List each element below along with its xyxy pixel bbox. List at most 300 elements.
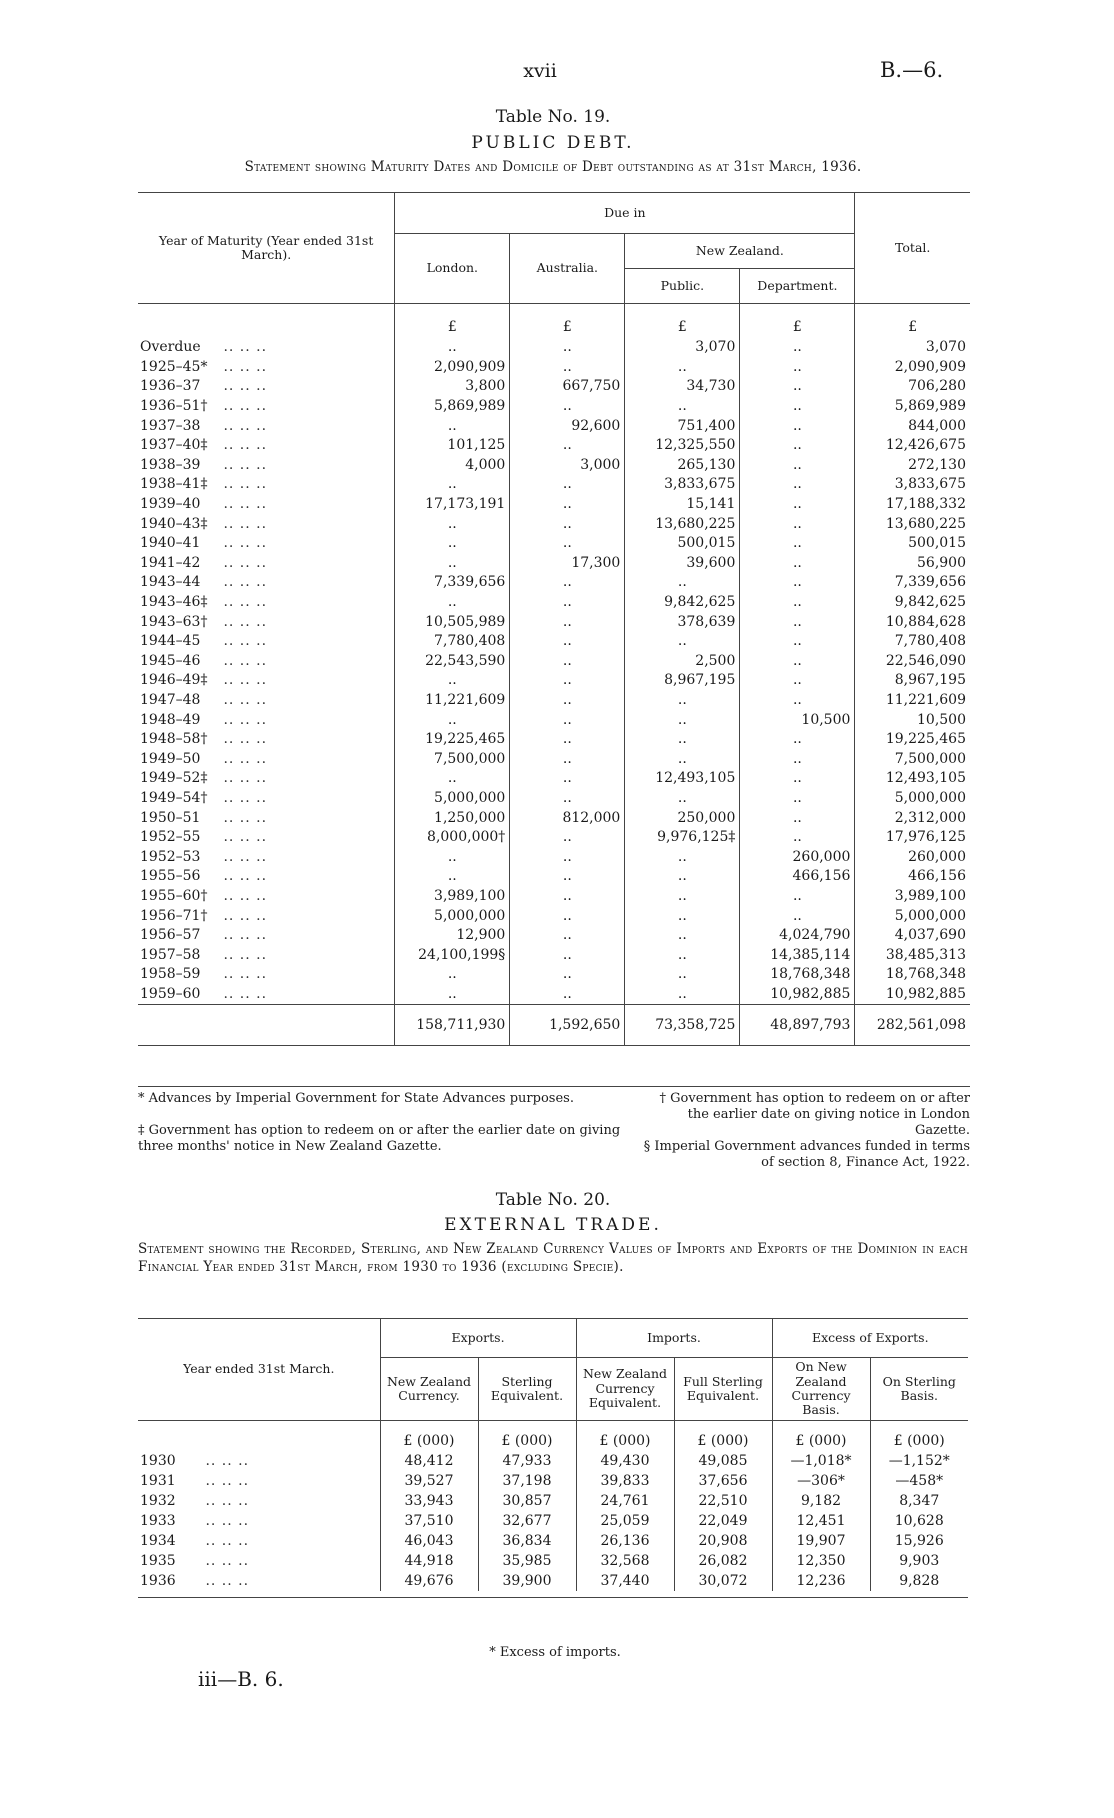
- table-row: [138, 534, 970, 554]
- london-cell: ..: [395, 338, 510, 358]
- year-label: 1950–51: [140, 809, 201, 826]
- leader-dots: .. .. ..: [200, 1573, 250, 1589]
- london-cell: ..: [395, 416, 510, 436]
- exp-nz-cell: 49,676: [380, 1571, 478, 1591]
- public-cell: 12,493,105: [625, 769, 740, 789]
- total-australia: 1,592,650: [510, 1005, 625, 1046]
- exports-sterling-header: Sterling Equivalent.: [478, 1358, 576, 1421]
- public-cell: ..: [625, 985, 740, 1005]
- year-cell: [138, 652, 395, 672]
- department-cell: ..: [740, 652, 855, 672]
- australia-cell: ..: [510, 632, 625, 652]
- total-cell: 500,015: [855, 534, 970, 554]
- imp-full-cell: 22,049: [674, 1511, 772, 1531]
- department-cell: ..: [740, 416, 855, 436]
- leader-dots: .. .. ..: [200, 1533, 250, 1549]
- exc-st-cell: —1,152*: [870, 1451, 968, 1471]
- table-row: [138, 710, 970, 730]
- total-cell: 8,967,195: [855, 671, 970, 691]
- unit-cell: £ (000): [478, 1421, 576, 1452]
- leader-dots: .. .. ..: [218, 966, 268, 983]
- exp-nz-cell: 46,043: [380, 1531, 478, 1551]
- table-row: [138, 769, 970, 789]
- imp-nz-cell: 49,430: [576, 1451, 674, 1471]
- year-label: 1925–45*: [140, 358, 208, 375]
- total-cell: 38,485,313: [855, 945, 970, 965]
- australia-cell: ..: [510, 691, 625, 711]
- imports-header: Imports.: [576, 1319, 772, 1358]
- leader-dots: .. .. ..: [218, 985, 268, 1002]
- leader-dots: .. .. ..: [200, 1493, 250, 1509]
- imp-nz-cell: 32,568: [576, 1551, 674, 1571]
- public-cell: ..: [625, 358, 740, 378]
- london-cell: 17,173,191: [395, 495, 510, 515]
- year-cell: [138, 808, 395, 828]
- public-cell: 751,400: [625, 416, 740, 436]
- london-cell: 7,500,000: [395, 749, 510, 769]
- exc-nz-cell: 9,182: [772, 1491, 870, 1511]
- exp-st-cell: 47,933: [478, 1451, 576, 1471]
- year-cell: [138, 847, 395, 867]
- australia-cell: ..: [510, 828, 625, 848]
- table-row: [138, 1491, 968, 1511]
- london-cell: ..: [395, 514, 510, 534]
- year-cell: [138, 906, 395, 926]
- footnote-rule: [138, 1086, 970, 1087]
- leader-dots: .. .. ..: [218, 829, 268, 846]
- year-cell: [138, 358, 395, 378]
- year-cell: [138, 514, 395, 534]
- year-cell: [138, 789, 395, 809]
- exc-nz-cell: —306*: [772, 1471, 870, 1491]
- exp-nz-cell: 33,943: [380, 1491, 478, 1511]
- table20-subtitle: Statement showing the Recorded, Sterling, and New Zealand Currency Values of Imports and Exports of the Dominion in each Financial Year ended 31st March, from 1930 to 1936 (excluding Specie).: [138, 1241, 968, 1275]
- year-cell: [138, 632, 395, 652]
- table-row: [138, 926, 970, 946]
- year-cell: [138, 945, 395, 965]
- australia-cell: ..: [510, 495, 625, 515]
- london-cell: 2,090,909: [395, 358, 510, 378]
- public-cell: 8,967,195: [625, 671, 740, 691]
- year-label: 1956–57: [140, 927, 201, 944]
- total-cell: 3,833,675: [855, 475, 970, 495]
- year-cell: [138, 828, 395, 848]
- year-label: 1959–60: [140, 985, 201, 1002]
- australia-cell: ..: [510, 573, 625, 593]
- department-cell: ..: [740, 632, 855, 652]
- total-department: 48,897,793: [740, 1005, 855, 1046]
- public-cell: ..: [625, 965, 740, 985]
- leader-dots: .. .. ..: [218, 691, 268, 708]
- leader-dots: .. .. ..: [218, 515, 268, 532]
- table20-footnote: * Excess of imports.: [489, 1645, 621, 1660]
- london-cell: 7,339,656: [395, 573, 510, 593]
- london-cell: 3,800: [395, 377, 510, 397]
- total-cell: 5,869,989: [855, 397, 970, 417]
- year-maturity-header: Year of Maturity (Year ended 31st March).: [138, 193, 395, 304]
- imp-nz-cell: 37,440: [576, 1571, 674, 1591]
- year-label: 1955–56: [140, 868, 201, 885]
- australia-cell: ..: [510, 945, 625, 965]
- exc-st-cell: 15,926: [870, 1531, 968, 1551]
- year-label: 1943–46‡: [140, 594, 208, 611]
- year-label: 1936: [140, 1573, 176, 1589]
- year-cell: [138, 475, 395, 495]
- year-cell: [138, 965, 395, 985]
- leader-dots: .. .. ..: [218, 946, 268, 963]
- year-cell: [138, 495, 395, 515]
- year-label: 1943–63†: [140, 613, 208, 630]
- year-label: 1952–53: [140, 848, 201, 865]
- london-cell: 5,000,000: [395, 789, 510, 809]
- total-cell: 3,070: [855, 338, 970, 358]
- australia-cell: ..: [510, 475, 625, 495]
- london-cell: 10,505,989: [395, 612, 510, 632]
- total-cell: 13,680,225: [855, 514, 970, 534]
- year-cell: [138, 1471, 380, 1491]
- australia-cell: ..: [510, 926, 625, 946]
- australia-cell: ..: [510, 906, 625, 926]
- imp-nz-cell: 25,059: [576, 1511, 674, 1531]
- year-label: 1947–48: [140, 691, 201, 708]
- table-row: [138, 867, 970, 887]
- year-cell: [138, 436, 395, 456]
- imp-nz-cell: 24,761: [576, 1491, 674, 1511]
- leader-dots: .. .. ..: [218, 476, 268, 493]
- year-label: 1944–45: [140, 633, 201, 650]
- leader-dots: .. .. ..: [218, 456, 268, 473]
- total-cell: 2,090,909: [855, 358, 970, 378]
- london-cell: 7,780,408: [395, 632, 510, 652]
- department-cell: ..: [740, 749, 855, 769]
- table-row: [138, 730, 970, 750]
- year-label: 1948–49: [140, 711, 201, 728]
- leader-dots: .. .. ..: [218, 398, 268, 415]
- table-row: [138, 475, 970, 495]
- excess-nz-header: On New Zealand Currency Basis.: [772, 1358, 870, 1421]
- australia-cell: ..: [510, 985, 625, 1005]
- total-cell: 19,225,465: [855, 730, 970, 750]
- external-trade-rows: [138, 1421, 968, 1592]
- table-row: [138, 593, 970, 613]
- public-cell: ..: [625, 710, 740, 730]
- exports-nz-header: New Zealand Currency.: [380, 1358, 478, 1421]
- table-row: [138, 416, 970, 436]
- london-cell: 101,125: [395, 436, 510, 456]
- australia-cell: ..: [510, 769, 625, 789]
- leader-dots: .. .. ..: [218, 613, 268, 630]
- table-row: [138, 377, 970, 397]
- leader-dots: .. .. ..: [218, 554, 268, 571]
- year-cell: [138, 338, 395, 358]
- public-cell: 15,141: [625, 495, 740, 515]
- exc-st-cell: 10,628: [870, 1511, 968, 1531]
- london-cell: ..: [395, 475, 510, 495]
- department-cell: ..: [740, 906, 855, 926]
- department-cell: ..: [740, 573, 855, 593]
- year-label: 1948–58†: [140, 731, 208, 748]
- australia-cell: 667,750: [510, 377, 625, 397]
- public-cell: 34,730: [625, 377, 740, 397]
- leader-dots: .. .. ..: [218, 887, 268, 904]
- year-ended-header: Year ended 31st March.: [138, 1319, 380, 1421]
- london-cell: ..: [395, 867, 510, 887]
- leader-dots: .. .. ..: [218, 770, 268, 787]
- london-cell: ..: [395, 593, 510, 613]
- leader-dots: .. .. ..: [218, 672, 268, 689]
- table-row: [138, 612, 970, 632]
- leader-dots: .. .. ..: [218, 848, 268, 865]
- department-cell: ..: [740, 475, 855, 495]
- exp-nz-cell: 37,510: [380, 1511, 478, 1531]
- exc-nz-cell: 12,350: [772, 1551, 870, 1571]
- leader-dots: .. .. ..: [200, 1453, 250, 1469]
- total-cell: 10,982,885: [855, 985, 970, 1005]
- year-cell: [138, 573, 395, 593]
- public-cell: ..: [625, 887, 740, 907]
- london-cell: 12,900: [395, 926, 510, 946]
- table-row: [138, 652, 970, 672]
- year-cell: [138, 377, 395, 397]
- year-label: 1940–43‡: [140, 515, 208, 532]
- year-label: 1949–50: [140, 750, 201, 767]
- london-cell: 4,000: [395, 456, 510, 476]
- department-cell: 4,024,790: [740, 926, 855, 946]
- australia-cell: ..: [510, 514, 625, 534]
- department-cell: 10,982,885: [740, 985, 855, 1005]
- total-cell: 17,976,125: [855, 828, 970, 848]
- table-row: [138, 965, 970, 985]
- london-cell: ..: [395, 710, 510, 730]
- exp-st-cell: 35,985: [478, 1551, 576, 1571]
- australia-cell: ..: [510, 847, 625, 867]
- department-header: Department.: [740, 269, 855, 304]
- london-cell: 11,221,609: [395, 691, 510, 711]
- department-cell: ..: [740, 338, 855, 358]
- exc-st-cell: 8,347: [870, 1491, 968, 1511]
- unit-cell: £: [510, 304, 625, 339]
- public-cell: ..: [625, 867, 740, 887]
- department-cell: ..: [740, 534, 855, 554]
- exc-nz-cell: —1,018*: [772, 1451, 870, 1471]
- year-label: 1955–60†: [140, 887, 208, 904]
- table20-title: EXTERNAL TRADE.: [444, 1215, 662, 1235]
- australia-cell: 92,600: [510, 416, 625, 436]
- exp-st-cell: 36,834: [478, 1531, 576, 1551]
- table-row: [138, 749, 970, 769]
- imp-nz-cell: 26,136: [576, 1531, 674, 1551]
- london-cell: 22,543,590: [395, 652, 510, 672]
- leader-dots: .. .. ..: [218, 358, 268, 375]
- year-cell: [138, 554, 395, 574]
- leader-dots: .. .. ..: [218, 789, 268, 806]
- total-cell: 844,000: [855, 416, 970, 436]
- year-label: 1931: [140, 1473, 176, 1489]
- year-label: 1943–44: [140, 574, 201, 591]
- table-row: [138, 887, 970, 907]
- imports-full-header: Full Sterling Equivalent.: [674, 1358, 772, 1421]
- new-zealand-header: New Zealand.: [625, 234, 855, 269]
- footnote-ddagger: ‡ Government has option to redeem on or after the earlier date on giving three months' notice in New Zealand Gazette.: [138, 1123, 621, 1154]
- exp-st-cell: 37,198: [478, 1471, 576, 1491]
- london-header: London.: [395, 234, 510, 304]
- department-cell: ..: [740, 358, 855, 378]
- year-label: 1939–40: [140, 496, 201, 513]
- table20-number: Table No. 20.: [495, 1190, 611, 1210]
- total-cell: 17,188,332: [855, 495, 970, 515]
- table-row: [138, 828, 970, 848]
- exports-header: Exports.: [380, 1319, 576, 1358]
- table-row: [138, 436, 970, 456]
- total-cell: 9,842,625: [855, 593, 970, 613]
- public-cell: 2,500: [625, 652, 740, 672]
- table20-bottom-rule: [138, 1597, 968, 1598]
- london-cell: 8,000,000†: [395, 828, 510, 848]
- australia-cell: ..: [510, 358, 625, 378]
- department-cell: 10,500: [740, 710, 855, 730]
- imp-full-cell: 30,072: [674, 1571, 772, 1591]
- table-row: [138, 1571, 968, 1591]
- total-cell: 2,312,000: [855, 808, 970, 828]
- london-cell: ..: [395, 769, 510, 789]
- table-row: [138, 338, 970, 358]
- department-cell: ..: [740, 495, 855, 515]
- table-row: [138, 847, 970, 867]
- leader-dots: .. .. ..: [200, 1513, 250, 1529]
- public-header: Public.: [625, 269, 740, 304]
- leader-dots: .. .. ..: [218, 594, 268, 611]
- public-cell: 265,130: [625, 456, 740, 476]
- leader-dots: .. .. ..: [218, 378, 268, 395]
- year-cell: [138, 1511, 380, 1531]
- department-cell: ..: [740, 789, 855, 809]
- table19-number: Table No. 19.: [495, 107, 611, 127]
- year-label: 1956–71†: [140, 907, 208, 924]
- year-label: 1935: [140, 1553, 176, 1569]
- department-cell: 14,385,114: [740, 945, 855, 965]
- leader-dots: .. .. ..: [218, 731, 268, 748]
- australia-cell: ..: [510, 534, 625, 554]
- table-row: [138, 945, 970, 965]
- public-cell: 9,842,625: [625, 593, 740, 613]
- australia-header: Australia.: [510, 234, 625, 304]
- department-cell: ..: [740, 671, 855, 691]
- leader-dots: .. .. ..: [218, 437, 268, 454]
- total-cell: 10,500: [855, 710, 970, 730]
- leader-dots: .. .. ..: [218, 417, 268, 434]
- australia-cell: ..: [510, 671, 625, 691]
- year-cell: [138, 671, 395, 691]
- table-row: [138, 514, 970, 534]
- public-cell: ..: [625, 749, 740, 769]
- leader-dots: .. .. ..: [200, 1473, 250, 1489]
- public-cell: ..: [625, 573, 740, 593]
- year-cell: [138, 1571, 380, 1591]
- table-row: [138, 632, 970, 652]
- public-cell: ..: [625, 789, 740, 809]
- year-label: 1936–37: [140, 378, 201, 395]
- external-trade-table: [138, 1318, 968, 1591]
- year-label: 1933: [140, 1513, 176, 1529]
- exc-st-cell: 9,903: [870, 1551, 968, 1571]
- unit-row: [138, 1421, 968, 1452]
- public-cell: 3,833,675: [625, 475, 740, 495]
- page-signature: iii—B. 6.: [198, 1667, 284, 1691]
- exp-st-cell: 39,900: [478, 1571, 576, 1591]
- public-cell: ..: [625, 926, 740, 946]
- london-cell: ..: [395, 965, 510, 985]
- unit-cell: £ (000): [772, 1421, 870, 1452]
- total-cell: 466,156: [855, 867, 970, 887]
- leader-dots: .. .. ..: [218, 574, 268, 591]
- london-cell: 1,250,000: [395, 808, 510, 828]
- london-cell: 19,225,465: [395, 730, 510, 750]
- unit-cell: £ (000): [576, 1421, 674, 1452]
- total-cell: 3,989,100: [855, 887, 970, 907]
- australia-cell: ..: [510, 730, 625, 750]
- excess-sterling-header: On Sterling Basis.: [870, 1358, 968, 1421]
- table-row: [138, 1511, 968, 1531]
- total-header: Total.: [855, 193, 970, 304]
- department-cell: ..: [740, 612, 855, 632]
- year-label: 1936–51†: [140, 398, 208, 415]
- australia-cell: ..: [510, 593, 625, 613]
- total-cell: 56,900: [855, 554, 970, 574]
- leader-dots: .. .. ..: [218, 809, 268, 826]
- year-label: 1946–49‡: [140, 672, 208, 689]
- leader-dots: .. .. ..: [218, 652, 268, 669]
- total-cell: 5,000,000: [855, 906, 970, 926]
- total-cell: 706,280: [855, 377, 970, 397]
- year-label: 1932: [140, 1493, 176, 1509]
- table-row: [138, 573, 970, 593]
- total-public: 73,358,725: [625, 1005, 740, 1046]
- public-cell: 378,639: [625, 612, 740, 632]
- public-cell: ..: [625, 945, 740, 965]
- table19-subtitle: Statement showing Maturity Dates and Domicile of Debt outstanding as at 31st March, 1936.: [244, 159, 862, 175]
- table-row: [138, 1471, 968, 1491]
- australia-cell: 3,000: [510, 456, 625, 476]
- table-row: [138, 985, 970, 1005]
- department-cell: ..: [740, 808, 855, 828]
- total-cell: 10,884,628: [855, 612, 970, 632]
- table-row: [138, 358, 970, 378]
- table-row: [138, 1531, 968, 1551]
- year-label: 1938–41‡: [140, 476, 208, 493]
- year-label: Overdue: [140, 339, 201, 356]
- total-cell: 7,780,408: [855, 632, 970, 652]
- imp-nz-cell: 39,833: [576, 1471, 674, 1491]
- year-cell: [138, 730, 395, 750]
- year-label: 1949–54†: [140, 789, 208, 806]
- australia-cell: ..: [510, 710, 625, 730]
- unit-cell: £ (000): [380, 1421, 478, 1452]
- department-cell: ..: [740, 436, 855, 456]
- australia-cell: ..: [510, 652, 625, 672]
- australia-cell: ..: [510, 867, 625, 887]
- year-label: 1958–59: [140, 966, 201, 983]
- total-cell: 7,500,000: [855, 749, 970, 769]
- leader-dots: .. .. ..: [218, 633, 268, 650]
- australia-cell: ..: [510, 612, 625, 632]
- london-cell: ..: [395, 847, 510, 867]
- imp-full-cell: 22,510: [674, 1491, 772, 1511]
- year-cell: [138, 1531, 380, 1551]
- year-cell: [138, 534, 395, 554]
- page-number: xvii: [523, 60, 557, 82]
- public-cell: ..: [625, 397, 740, 417]
- total-london: 158,711,930: [395, 1005, 510, 1046]
